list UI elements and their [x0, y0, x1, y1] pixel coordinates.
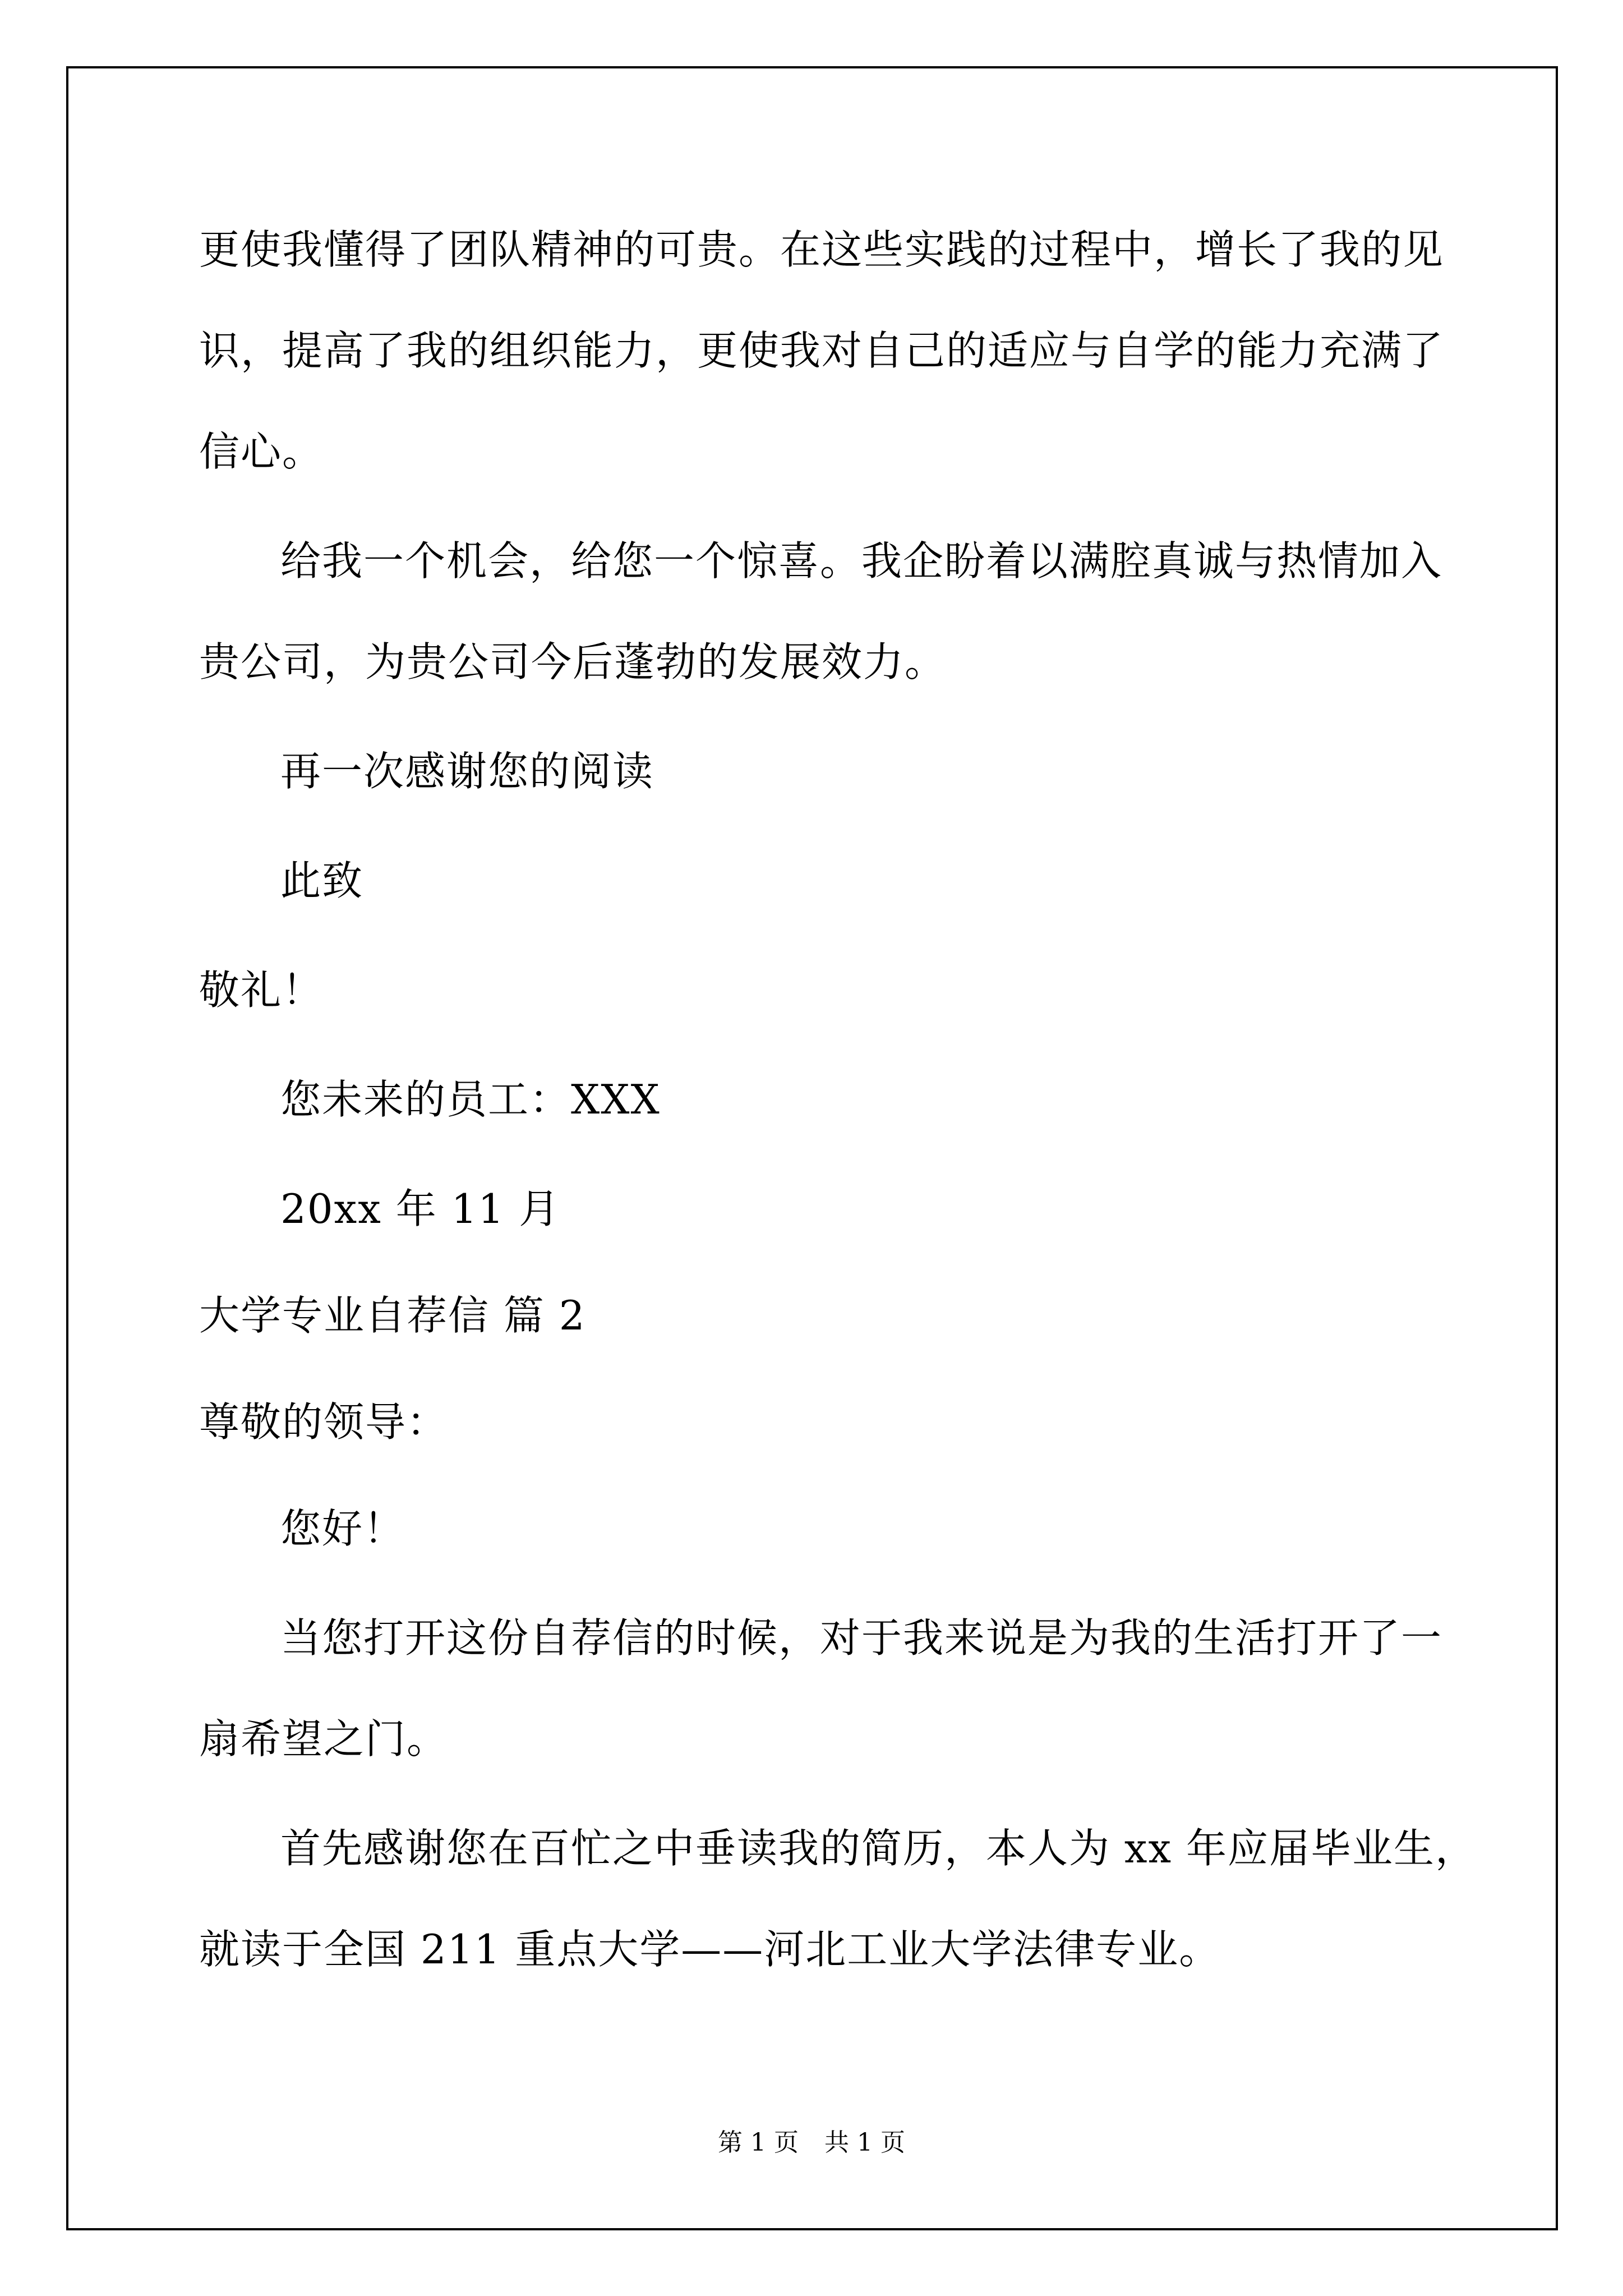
body-line-8: 首先感谢您在百忙之中垂读我的简历，本人为 xx 年应届毕业生，	[280, 1825, 1477, 1872]
page-number-current: 第 1 页	[718, 2128, 799, 2157]
body-line-3: 信心。	[199, 428, 324, 475]
greeting-hello: 您好！	[280, 1505, 405, 1552]
signature-line: 您未来的员工：XXX	[280, 1076, 661, 1123]
body-line-9: 就读于全国 211 重点大学——河北工业大学法律专业。	[199, 1926, 1221, 1973]
body-line-2: 识，提高了我的组织能力，更使我对自己的适应与自学的能力充满了	[199, 327, 1445, 374]
body-line-4: 给我一个机会，给您一个惊喜。我企盼着以满腔真诚与热情加入	[280, 537, 1443, 585]
page-border	[66, 66, 1558, 2230]
closing-regards: 敬礼！	[199, 967, 324, 1014]
body-line-1: 更使我懂得了团队精神的可贵。在这些实践的过程中，增长了我的见	[199, 226, 1445, 273]
page-footer	[0, 2127, 1623, 2159]
body-line-5: 贵公司，为贵公司今后蓬勃的发展效力。	[199, 638, 947, 685]
closing-salutation: 此致	[280, 857, 364, 904]
greeting-recipient: 尊敬的领导：	[199, 1398, 449, 1446]
body-line-7: 扇希望之门。	[199, 1715, 449, 1763]
closing-thanks: 再一次感谢您的阅读	[280, 748, 654, 795]
body-line-6: 当您打开这份自荐信的时候，对于我来说是为我的生活打开了一	[280, 1614, 1443, 1662]
date-line: 20xx 年 11 月	[280, 1185, 561, 1232]
page-number-total: 共 1 页	[824, 2128, 905, 2157]
section-heading: 大学专业自荐信 篇 2	[199, 1292, 586, 1339]
